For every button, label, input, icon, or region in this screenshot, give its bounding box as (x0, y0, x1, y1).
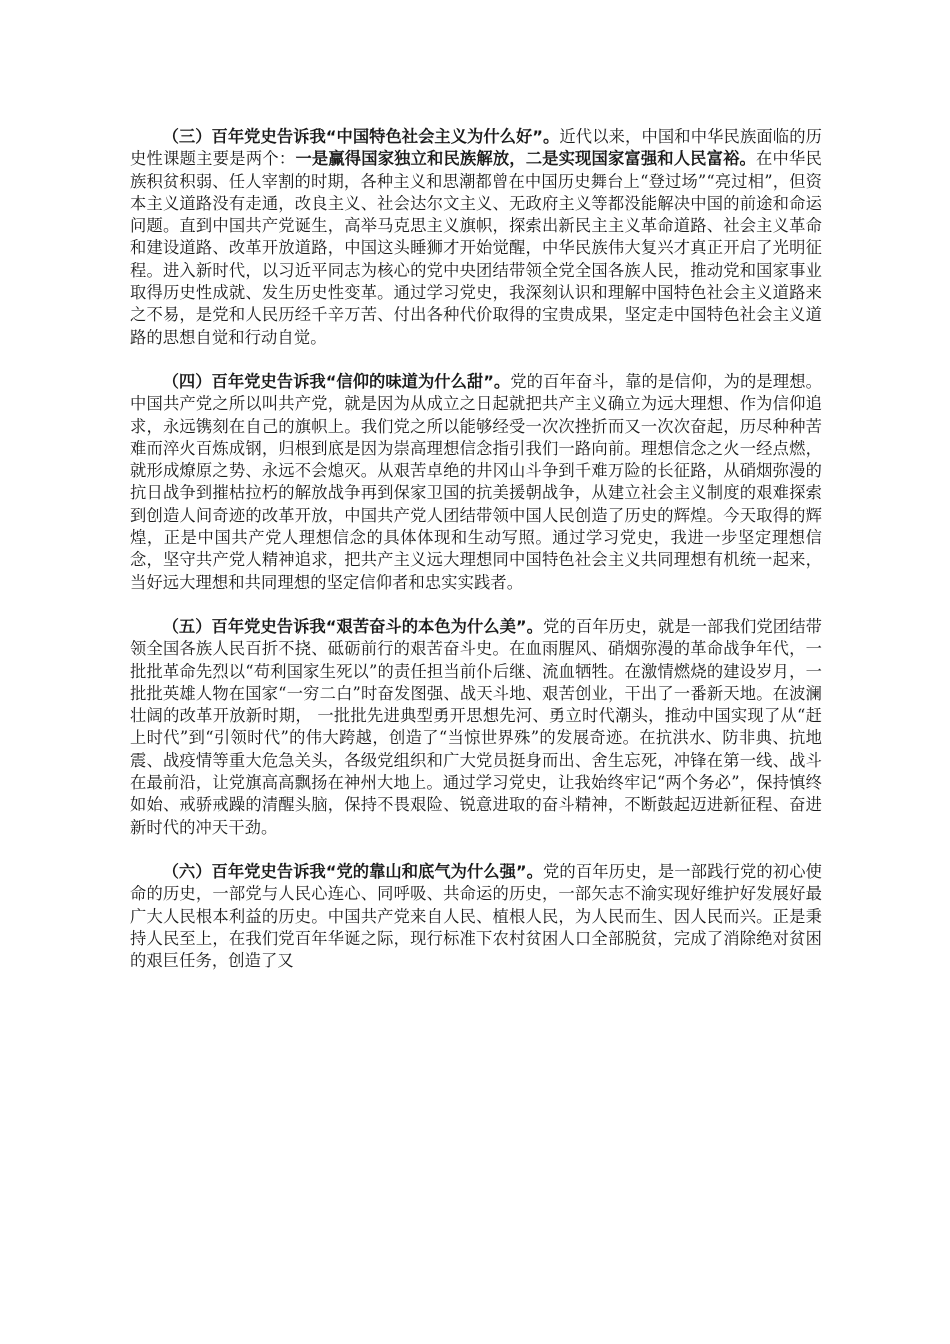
section-body-3-post: 在中华民族积贫积弱、任人宰割的时期，各种主义和思潮都曾在中国历史舞台上“登过场”“亮过相”，但资本主义道路没有走通，改良主义、社会达尔文主义、无政府主义等都没能解决中国的前途和命运问题。直到中国共产党诞生，高举马克思主义旗帜，探索出新民主主义革命道路、社会主义革命和建设道路、改革开放道路，中国这头睡狮才开始觉醒，中华民族伟大复兴才真正开启了光明征程。进入新时代，以习近平同志为核心的党中央团结带领全党全国各族人民，推动党和国家事业取得历史性成就、发生历史性变革。通过学习党史，我深刻认识和理解中国特色社会主义道路来之不易，是党和人民历经千辛万苦、付出各种代价取得的宝贵成果，坚定走中国特色社会主义道路的思想自觉和行动自觉。 (130, 149, 822, 347)
paragraph-section-5 (130, 616, 822, 839)
document-body (130, 126, 822, 972)
section-body-6-post: 党的百年历史，是一部践行党的初心使命的历史，一部党与人民心连心、同呼吸、共命运的历史，一部矢志不渝实现好维护好发展好最广大人民根本利益的历史。中国共产党来自人民、植根人民，为人民而生、因人民而兴。正是秉持人民至上，在我们党百年华诞之际，现行标准下农村贫困人口全部脱贫，完成了消除绝对贫困的艰巨任务，创造了又 (130, 861, 822, 971)
section-heading-3: 百年党史告诉我“中国特色社会主义为什么好”。 (211, 127, 560, 146)
section-body-3-pre: 近代以来，中国和中华民族面临的历史性课题主要是两个： (130, 127, 822, 169)
section-heading-4: 百年党史告诉我“信仰的味道为什么甜”。 (211, 371, 511, 391)
section-body-4-post: 党的百年奋斗，靠的是信仰，为的是理想。中国共产党之所以叫共产党，就是因为从成立之日起就把共产主义确立为远大理想、作为信仰追求，永远镌刻在自己的旗帜上。我们党之所以能够经受一次次挫折而又一次次奋起，历尽种种苦难而淬火百炼成钢，归根到底是因为崇高理想信念指引我们一路向前。理想信念之火一经点燃，就形成燎原之势、永远不会熄灭。从艰苦卓绝的井冈山斗争到千难万险的长征路，从硝烟弥漫的抗日战争到摧枯拉朽的解放战争再到保家卫国的抗美援朝战争，从建立社会主义制度的艰难探索到创造人间奇迹的改革开放，中国共产党人团结带领中国人民创造了历史的辉煌。今天取得的辉煌，正是中国共产党人理想信念的具体体现和生动写照。通过学习党史，我进一步坚定理想信念，坚守共产党人精神追求，把共产主义远大理想同中国特色社会主义共同理想有机统一起来，当好远大理想和共同理想的坚定信仰者和忠实实践者。 (130, 371, 822, 592)
paragraph-section-6 (130, 861, 822, 972)
paragraph-section-3 (130, 126, 822, 349)
section-marker-5: （五） (162, 616, 212, 636)
section-marker-6: （六） (162, 861, 212, 881)
section-heading-6: 百年党史告诉我“党的靠山和底气为什么强”。 (211, 861, 543, 881)
section-body-5-post: 党的百年历史，就是一部我们党团结带领全国各族人民百折不挠、砥砺前行的艰苦奋斗史。在血雨腥风、硝烟弥漫的革命战争年代，一批批革命先烈以“苟利国家生死以”的责任担当前仆后继、流血牺牲。在激情燃烧的建设岁月，一批批英雄人物在国家“一穷二白”时奋发图强、战天斗地、艰苦创业，干出了一番新天地。在波澜壮阔的改革开放新时期， 一批批先进典型勇开思想先河、勇立时代潮头，推动中国实现了从“赶上时代”到“引领时代”的伟大跨越，创造了“当惊世界殊”的发展奇迹。在抗洪水、防非典、抗地震、战疫情等重大危急关头，各级党组织和广大党员挺身而出、舍生忘死，冲锋在第一线、战斗在最前沿，让党旗高高飘扬在神州大地上。通过学习党史，让我始终牢记“两个务必”，保持慎终如始、戒骄戒躁的清醒头脑，保持不畏艰险、锐意进取的奋斗精神，不断鼓起迈进新征程、奋进新时代的冲天干劲。 (130, 616, 822, 837)
section-heading-5: 百年党史告诉我“艰苦奋斗的本色为什么美”。 (211, 616, 543, 636)
section-body-3-emphasis: 一是赢得国家独立和民族解放，二是实现国家富强和人民富裕。 (295, 149, 756, 169)
paragraph-section-4 (130, 371, 822, 594)
section-marker-4: （四） (162, 371, 212, 391)
section-marker-3: （三） (162, 127, 212, 146)
